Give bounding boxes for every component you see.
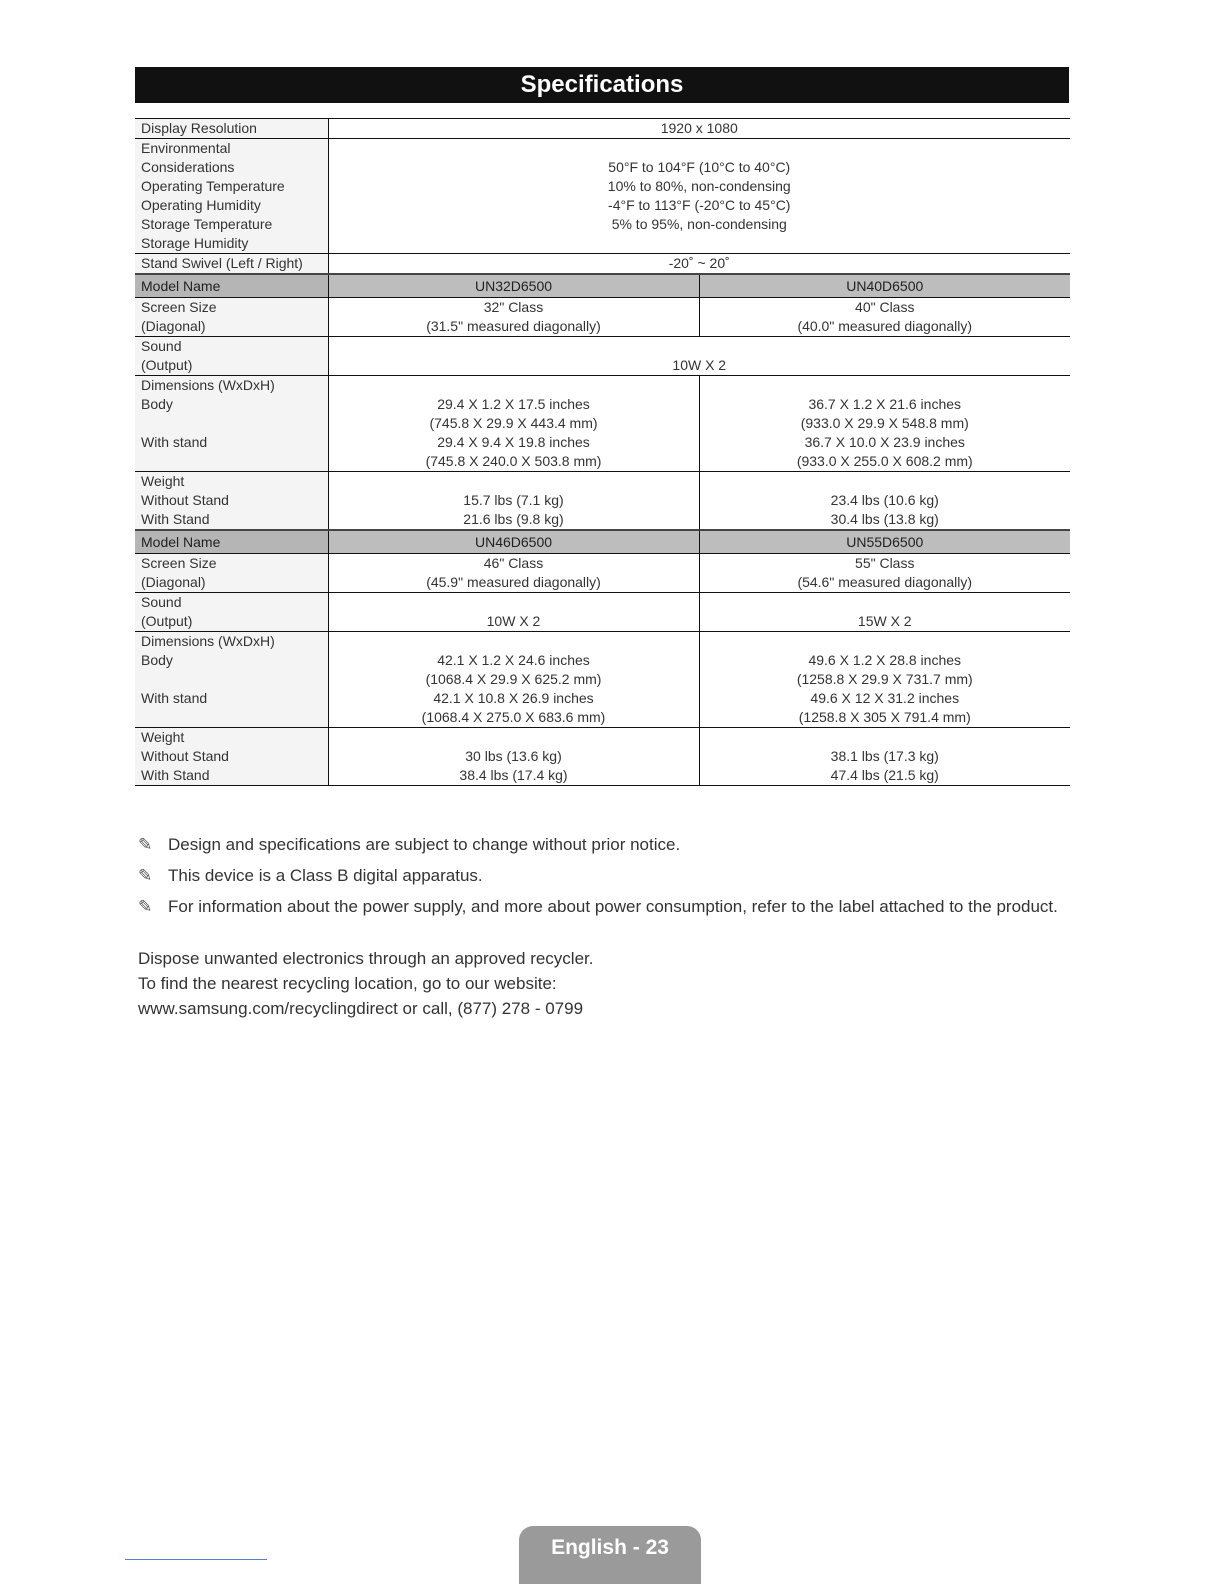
dimension-line: (933.0 X 255.0 X 608.2 mm) xyxy=(796,453,973,469)
sound-output: 10W X 2 xyxy=(486,613,541,629)
note-text: For information about the power supply, and more about power consumption, refer to the label attached to the product. xyxy=(168,897,1058,916)
dimension-line: 49.6 X 12 X 31.2 inches xyxy=(810,690,960,706)
row-sublabel: Operating Humidity xyxy=(141,197,261,213)
row-value xyxy=(699,554,1070,593)
row-value xyxy=(328,728,699,786)
row-label-text: (Output) xyxy=(141,357,193,373)
row-label xyxy=(135,554,328,593)
model-header-row xyxy=(135,530,1070,554)
row-label: Stand Swivel (Left / Right) xyxy=(135,254,328,275)
dimension-line: (1068.4 X 29.9 X 625.2 mm) xyxy=(425,671,602,687)
model-name-label: Model Name xyxy=(135,530,328,554)
row-value xyxy=(699,376,1070,472)
row-sublabel: Operating Temperature xyxy=(141,178,285,194)
row-label-text: Without Stand xyxy=(141,748,229,764)
row-label-text: Screen Size xyxy=(141,555,217,571)
row-value xyxy=(699,593,1070,632)
row-label-text: (Output) xyxy=(141,613,193,629)
row-value: 1920 x 1080 xyxy=(328,119,1070,139)
row-label-text: With stand xyxy=(141,690,208,706)
row-value xyxy=(328,139,1070,254)
dimension-line: 42.1 X 1.2 X 24.6 inches xyxy=(437,652,590,668)
size-measured: (31.5" measured diagonally) xyxy=(426,318,601,334)
row-label-text: (Diagonal) xyxy=(141,574,206,590)
row-label-text: With Stand xyxy=(141,767,210,783)
size-measured: (40.0" measured diagonally) xyxy=(797,318,973,334)
weight-line: 21.6 lbs (9.8 kg) xyxy=(463,511,564,527)
row-label-text: Body xyxy=(141,396,173,412)
weight-line: 38.1 lbs (17.3 kg) xyxy=(830,748,939,764)
sound-output: 10W X 2 xyxy=(672,357,727,373)
row-value xyxy=(328,376,699,472)
row-label-text: Dimensions (WxDxH) xyxy=(141,377,275,393)
row-label xyxy=(135,472,328,531)
row-value: -20˚ ~ 20˚ xyxy=(328,254,1070,275)
row-label: Display Resolution xyxy=(135,119,328,139)
divider xyxy=(125,1559,267,1560)
row-label-text: With stand xyxy=(141,434,208,450)
row-value xyxy=(328,554,699,593)
size-measured: (45.9" measured diagonally) xyxy=(426,574,601,590)
row-label-text: Sound xyxy=(141,338,182,354)
notes-list xyxy=(138,832,1098,925)
row-value-line: -4°F to 113°F (-20°C to 45°C) xyxy=(608,197,791,213)
weight-line: 30.4 lbs (13.8 kg) xyxy=(830,511,939,527)
dimension-line: 36.7 X 10.0 X 23.9 inches xyxy=(804,434,965,450)
table-row xyxy=(135,728,1070,786)
row-sublabel: Storage Humidity xyxy=(141,235,249,251)
row-label-text: Body xyxy=(141,652,173,668)
row-value xyxy=(699,632,1070,728)
dimension-line: (933.0 X 29.9 X 548.8 mm) xyxy=(800,415,969,431)
model-name: UN40D6500 xyxy=(699,274,1070,298)
size-class: 55" Class xyxy=(855,555,915,571)
row-label-text: Environmental Considerations xyxy=(141,140,235,175)
row-value xyxy=(699,728,1070,786)
row-value xyxy=(328,472,699,531)
row-label xyxy=(135,728,328,786)
model-header-row xyxy=(135,274,1070,298)
row-value xyxy=(328,593,699,632)
dimension-line: 49.6 X 1.2 X 28.8 inches xyxy=(808,652,962,668)
weight-line: 15.7 lbs (7.1 kg) xyxy=(463,492,564,508)
table-row xyxy=(135,254,1070,275)
dimension-line: (1258.8 X 29.9 X 731.7 mm) xyxy=(796,671,973,687)
recycling-line: www.samsung.com/recyclingdirect or call, (877) 278 - 0799 xyxy=(138,999,584,1018)
row-label-text: Dimensions (WxDxH) xyxy=(141,633,275,649)
row-label xyxy=(135,298,328,337)
table-row xyxy=(135,139,1070,254)
table-row xyxy=(135,119,1070,139)
weight-line: 38.4 lbs (17.4 kg) xyxy=(459,767,568,783)
row-label xyxy=(135,593,328,632)
recycling-info xyxy=(138,946,838,1021)
size-class: 46" Class xyxy=(483,555,544,571)
sound-output: 15W X 2 xyxy=(857,613,912,629)
model-name: UN32D6500 xyxy=(328,274,699,298)
row-value xyxy=(699,472,1070,531)
row-label-text: Screen Size xyxy=(141,299,217,315)
weight-line: 23.4 lbs (10.6 kg) xyxy=(830,492,939,508)
page-title: Specifications xyxy=(135,67,1069,103)
dimension-line: (1258.8 X 305 X 791.4 mm) xyxy=(798,709,971,725)
row-value-line: 50°F to 104°F (10°C to 40°C) xyxy=(608,159,791,175)
table-row xyxy=(135,298,1070,337)
pencil-note-icon: ✎ xyxy=(138,866,153,885)
table-row xyxy=(135,632,1070,728)
row-label-text: (Diagonal) xyxy=(141,318,206,334)
row-value xyxy=(328,337,1070,376)
recycling-line: Dispose unwanted electronics through an approved recycler. xyxy=(138,949,594,968)
weight-line: 30 lbs (13.6 kg) xyxy=(465,748,562,764)
dimension-line: (745.8 X 29.9 X 443.4 mm) xyxy=(429,415,598,431)
model-name: UN55D6500 xyxy=(699,530,1070,554)
row-sublabel: Storage Temperature xyxy=(141,216,273,232)
row-label-text: Weight xyxy=(141,473,185,489)
note-item xyxy=(138,863,1098,894)
page-number-tab: English - 23 xyxy=(519,1526,701,1584)
dimension-line: 42.1 X 10.8 X 26.9 inches xyxy=(433,690,594,706)
note-text: Design and specifications are subject to change without prior notice. xyxy=(168,835,681,854)
specifications-table xyxy=(135,118,1070,786)
dimension-line: 29.4 X 9.4 X 19.8 inches xyxy=(437,434,590,450)
row-label-text: Sound xyxy=(141,594,182,610)
note-item xyxy=(138,894,1098,925)
model-name: UN46D6500 xyxy=(328,530,699,554)
row-value xyxy=(328,632,699,728)
row-label xyxy=(135,139,328,254)
table-row xyxy=(135,376,1070,472)
row-value-line: 10% to 80%, non-condensing xyxy=(607,178,791,194)
note-item xyxy=(138,832,1098,863)
dimension-line: 36.7 X 1.2 X 21.6 inches xyxy=(808,396,962,412)
row-label-text: Without Stand xyxy=(141,492,229,508)
dimension-line: 29.4 X 1.2 X 17.5 inches xyxy=(437,396,590,412)
row-value-line: 5% to 95%, non-condensing xyxy=(611,216,787,232)
row-label xyxy=(135,632,328,728)
weight-line: 47.4 lbs (21.5 kg) xyxy=(830,767,939,783)
dimension-line: (745.8 X 240.0 X 503.8 mm) xyxy=(425,453,602,469)
row-label xyxy=(135,337,328,376)
table-row xyxy=(135,337,1070,376)
dimension-line: (1068.4 X 275.0 X 683.6 mm) xyxy=(421,709,606,725)
pencil-note-icon: ✎ xyxy=(138,835,153,854)
size-measured: (54.6" measured diagonally) xyxy=(797,574,973,590)
row-label-text: With Stand xyxy=(141,511,210,527)
table-row xyxy=(135,554,1070,593)
row-label xyxy=(135,376,328,472)
table-row xyxy=(135,472,1070,531)
size-class: 32" Class xyxy=(483,299,544,315)
note-text: This device is a Class B digital apparatus. xyxy=(168,866,483,885)
row-label-text: Weight xyxy=(141,729,185,745)
row-value xyxy=(699,298,1070,337)
model-name-label: Model Name xyxy=(135,274,328,298)
row-value xyxy=(328,298,699,337)
recycling-line: To find the nearest recycling location, go to our website: xyxy=(138,974,557,993)
pencil-note-icon: ✎ xyxy=(138,897,153,916)
size-class: 40" Class xyxy=(855,299,915,315)
table-row xyxy=(135,593,1070,632)
